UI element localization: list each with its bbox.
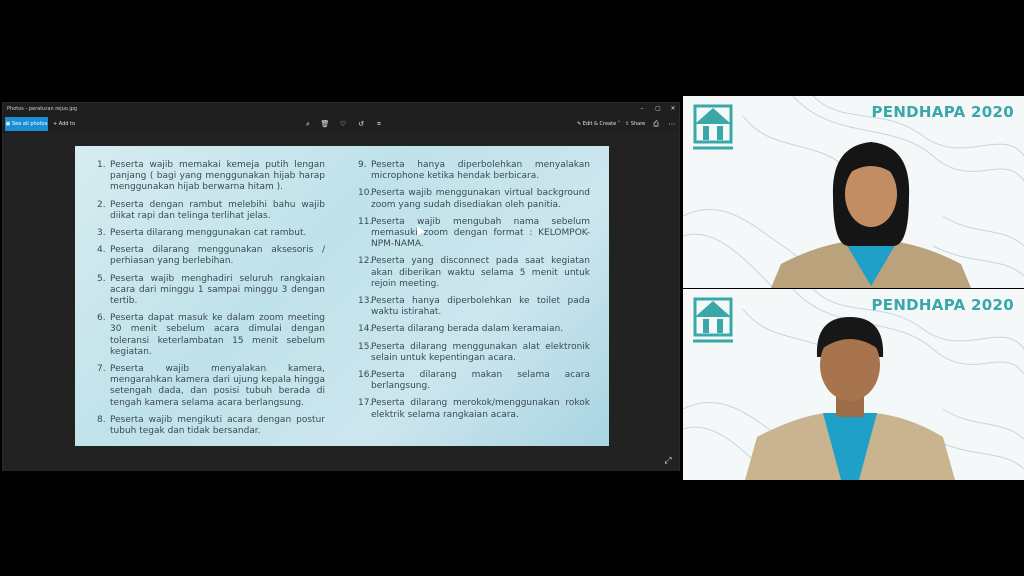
rule-text: Peserta dilarang menggunakan aksesoris / perhiasan yang berlebihan.	[110, 245, 325, 267]
print-icon[interactable]: ⎙	[653, 120, 659, 128]
photos-icon: ▣	[5, 121, 12, 127]
rule-text: Peserta hanya diperbolehkan menyalakan microphone ketika hendak berbicara.	[371, 160, 590, 182]
video-tile-participant-2	[683, 289, 1024, 480]
rule-item	[358, 342, 590, 364]
rules-right-column	[358, 160, 590, 427]
title-bar	[3, 103, 679, 115]
rule-text: Peserta dilarang menggunakan cat rambut.	[110, 228, 307, 239]
toolbar	[3, 115, 679, 133]
participant-video-female	[771, 136, 971, 288]
rule-item	[358, 398, 590, 420]
share-label: Share	[630, 121, 646, 127]
rule-item	[358, 256, 590, 290]
expand-icon[interactable]: ⤢	[664, 456, 672, 466]
heart-icon[interactable]: ♡	[339, 120, 347, 128]
rule-text: Peserta wajib menggunakan virtual background zoom yang sudah disediakan oleh panitia.	[371, 188, 590, 210]
participant-video-male	[745, 317, 955, 480]
rotate-icon[interactable]: ↺	[358, 120, 364, 128]
rule-number: 8.	[97, 414, 106, 425]
rule-text: Peserta yang disconnect pada saat kegiatan akan diberikan waktu selama 5 menit untuk rejoin meeting.	[371, 256, 590, 289]
rule-number: 1.	[97, 160, 106, 170]
rule-item	[358, 160, 590, 182]
brand-title: PENDHAPA 2020	[871, 296, 1014, 314]
rule-number: 9.	[358, 160, 367, 170]
rule-item	[97, 160, 325, 194]
rule-text: Peserta wajib memakai kemeja putih lengan panjang ( bagi yang menggunakan hijab harap menggunakan hijab berwarna hitam ).	[110, 160, 325, 193]
rule-number: 4.	[97, 245, 106, 256]
rule-number: 16.	[358, 370, 373, 381]
rule-item	[358, 370, 590, 392]
brand-title: PENDHAPA 2020	[871, 103, 1014, 121]
close-button[interactable]: ✕	[670, 105, 676, 112]
more-icon[interactable]: ⋯	[668, 120, 676, 128]
photos-window	[2, 102, 680, 471]
rule-text: Peserta dilarang merokok/menggunakan rokok elektrik selama rangkaian acara.	[371, 398, 590, 420]
rule-text: Peserta dilarang berada dalam keramaian.	[371, 324, 564, 335]
rule-number: 11.	[358, 216, 373, 227]
rule-number: 14.	[358, 324, 373, 335]
rules-slide-image	[75, 146, 609, 446]
rule-text: Peserta wajib menghadiri seluruh rangkaian acara dari minggu 1 sampai minggu 3 dengan tertib.	[110, 273, 325, 307]
add-to-button[interactable]	[53, 115, 75, 133]
rule-item	[97, 415, 325, 437]
rule-item	[358, 188, 590, 210]
rule-number: 6.	[97, 313, 106, 324]
rule-number: 17.	[358, 398, 373, 409]
edit-icon: ✎	[577, 121, 583, 127]
rule-text: Peserta hanya diperbolehkan ke toilet pada waktu istirahat.	[371, 296, 590, 318]
see-all-label: See all photos	[11, 121, 48, 127]
rule-number: 5.	[97, 273, 106, 284]
rule-number: 2.	[97, 199, 106, 210]
rule-item	[97, 228, 325, 239]
pendhapa-logo-icon	[691, 104, 735, 156]
rule-text: Peserta dilarang makan selama acara berlangsung.	[371, 370, 590, 392]
chevron-down-icon: ˅	[616, 121, 621, 127]
rule-text: Peserta dapat masuk ke dalam zoom meeting 30 menit sebelum acara dimulai dengan toleransi keterlambatan 15 menit sebelum kegiatan.	[110, 313, 325, 357]
share-icon: ⇪	[625, 121, 631, 127]
zoom-icon[interactable]: ⌕	[306, 120, 310, 128]
plus-icon: +	[53, 121, 59, 127]
share-button[interactable]	[625, 115, 645, 133]
minimize-button[interactable]: –	[640, 105, 644, 112]
crop-icon[interactable]: ⌗	[377, 120, 381, 128]
rule-item	[97, 313, 325, 358]
photo-viewer	[3, 133, 679, 471]
rule-item	[358, 296, 590, 318]
see-all-photos-button[interactable]	[5, 117, 48, 131]
rule-item	[358, 217, 590, 251]
rule-text: Peserta dengan rambut melebihi bahu wajib diikat rapi dan telinga terlihat jelas.	[110, 199, 325, 221]
rule-text: Peserta wajib mengikuti acara dengan postur tubuh tegak dan tidak bersandar.	[110, 414, 325, 437]
video-tile-participant-1	[683, 96, 1024, 288]
rule-number: 3.	[97, 228, 106, 239]
trash-icon[interactable]: 🗑︎	[320, 120, 330, 128]
rule-number: 15.	[358, 341, 373, 352]
rule-number: 12.	[358, 256, 373, 267]
maximize-button[interactable]: ▢	[655, 105, 661, 112]
rule-number: 13.	[358, 296, 373, 307]
rule-text: Peserta wajib mengubah nama sebelum memasuki zoom dengan format : KELOMPOK-NPM-NAMA.	[371, 216, 590, 250]
rule-text: Peserta dilarang menggunakan alat elektronik selain untuk kepentingan acara.	[371, 341, 590, 363]
edit-create-label: Edit & Create	[582, 121, 617, 127]
rules-left-column	[97, 160, 325, 443]
rule-item	[358, 324, 590, 335]
edit-create-button[interactable]	[577, 115, 620, 133]
pendhapa-logo-icon	[691, 297, 735, 349]
rule-number: 7.	[97, 364, 106, 375]
rule-item	[97, 200, 325, 222]
window-title: Photos - peraturan rejuo.jpg	[7, 106, 78, 112]
rule-item	[97, 274, 325, 308]
rule-text: Peserta wajib menyalakan kamera, mengarahkan kamera dari ujung kepala hingga setengah dada, dan posisi tubuh berada di tengah kamera selama acara berlangsung.	[110, 364, 325, 408]
add-to-label: Add to	[58, 121, 76, 127]
rule-item	[97, 245, 325, 267]
rule-number: 10.	[358, 188, 373, 199]
rule-item	[97, 364, 325, 409]
